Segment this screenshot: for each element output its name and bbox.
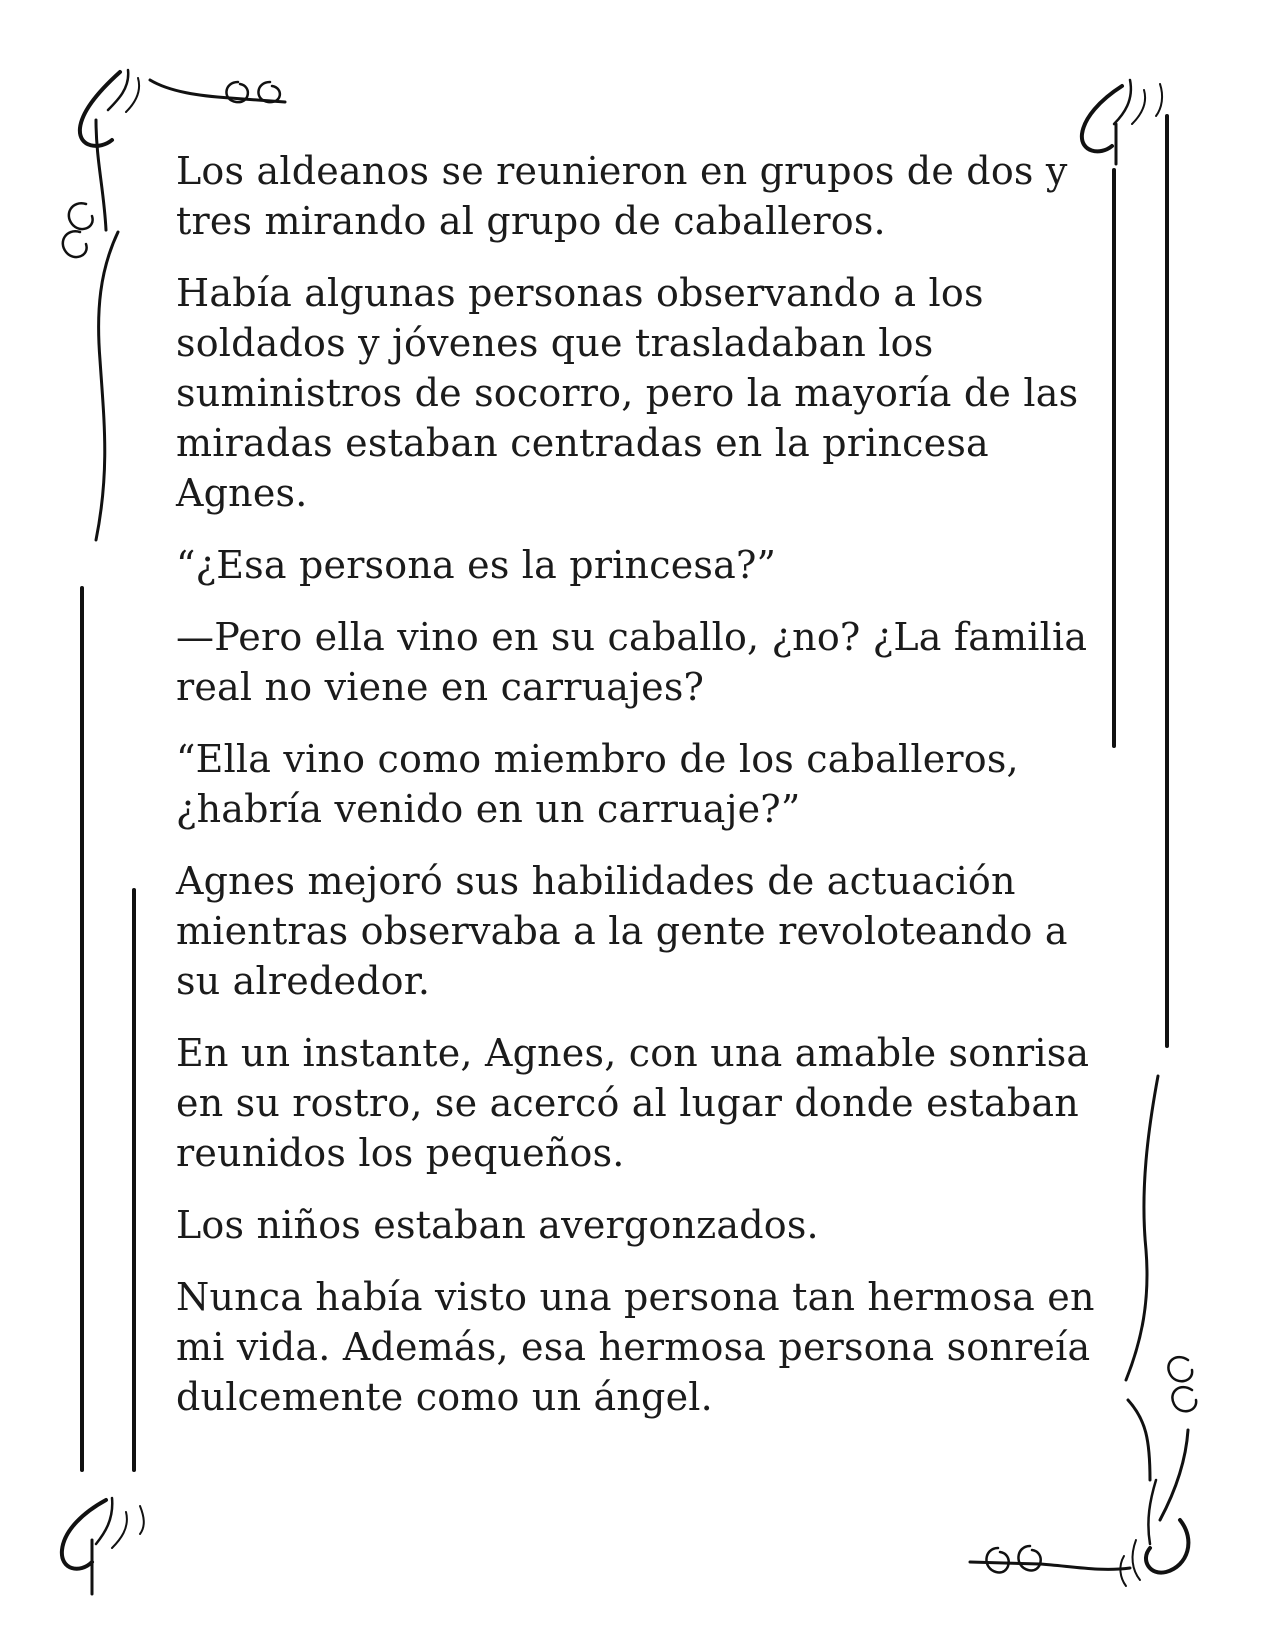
- bottom-left-flourish: [62, 1498, 144, 1594]
- paragraph: Había algunas personas observando a los soldados y jóvenes que trasladaban los suministros de socorro, pero la mayoría de las miradas estaban centradas en la princesa Agnes.: [176, 271, 1079, 515]
- paragraph: En un instante, Agnes, con una amable sonrisa en su rostro, se acercó al lugar donde estaban reunidos los pequeños.: [176, 1031, 1090, 1175]
- document-body: [176, 146, 1121, 1444]
- paragraph: Los niños estaban avergonzados.: [176, 1203, 819, 1247]
- paragraph: Agnes mejoró sus habilidades de actuación mientras observaba a la gente revoloteando a su alrededor.: [176, 859, 1068, 1003]
- paragraph: “Ella vino como miembro de los caballeros, ¿habría venido en un carruaje?”: [176, 737, 1019, 831]
- paragraph: —Pero ella vino en su caballo, ¿no? ¿La familia real no viene en carruajes?: [176, 615, 1088, 709]
- paragraph: Los aldeanos se reunieron en grupos de dos y tres mirando al grupo de caballeros.: [176, 149, 1068, 243]
- paragraph: Nunca había visto una persona tan hermosa en mi vida. Además, esa hermosa persona sonreía dulcemente como un ángel.: [176, 1275, 1095, 1419]
- paragraph: “¿Esa persona es la princesa?”: [176, 543, 777, 587]
